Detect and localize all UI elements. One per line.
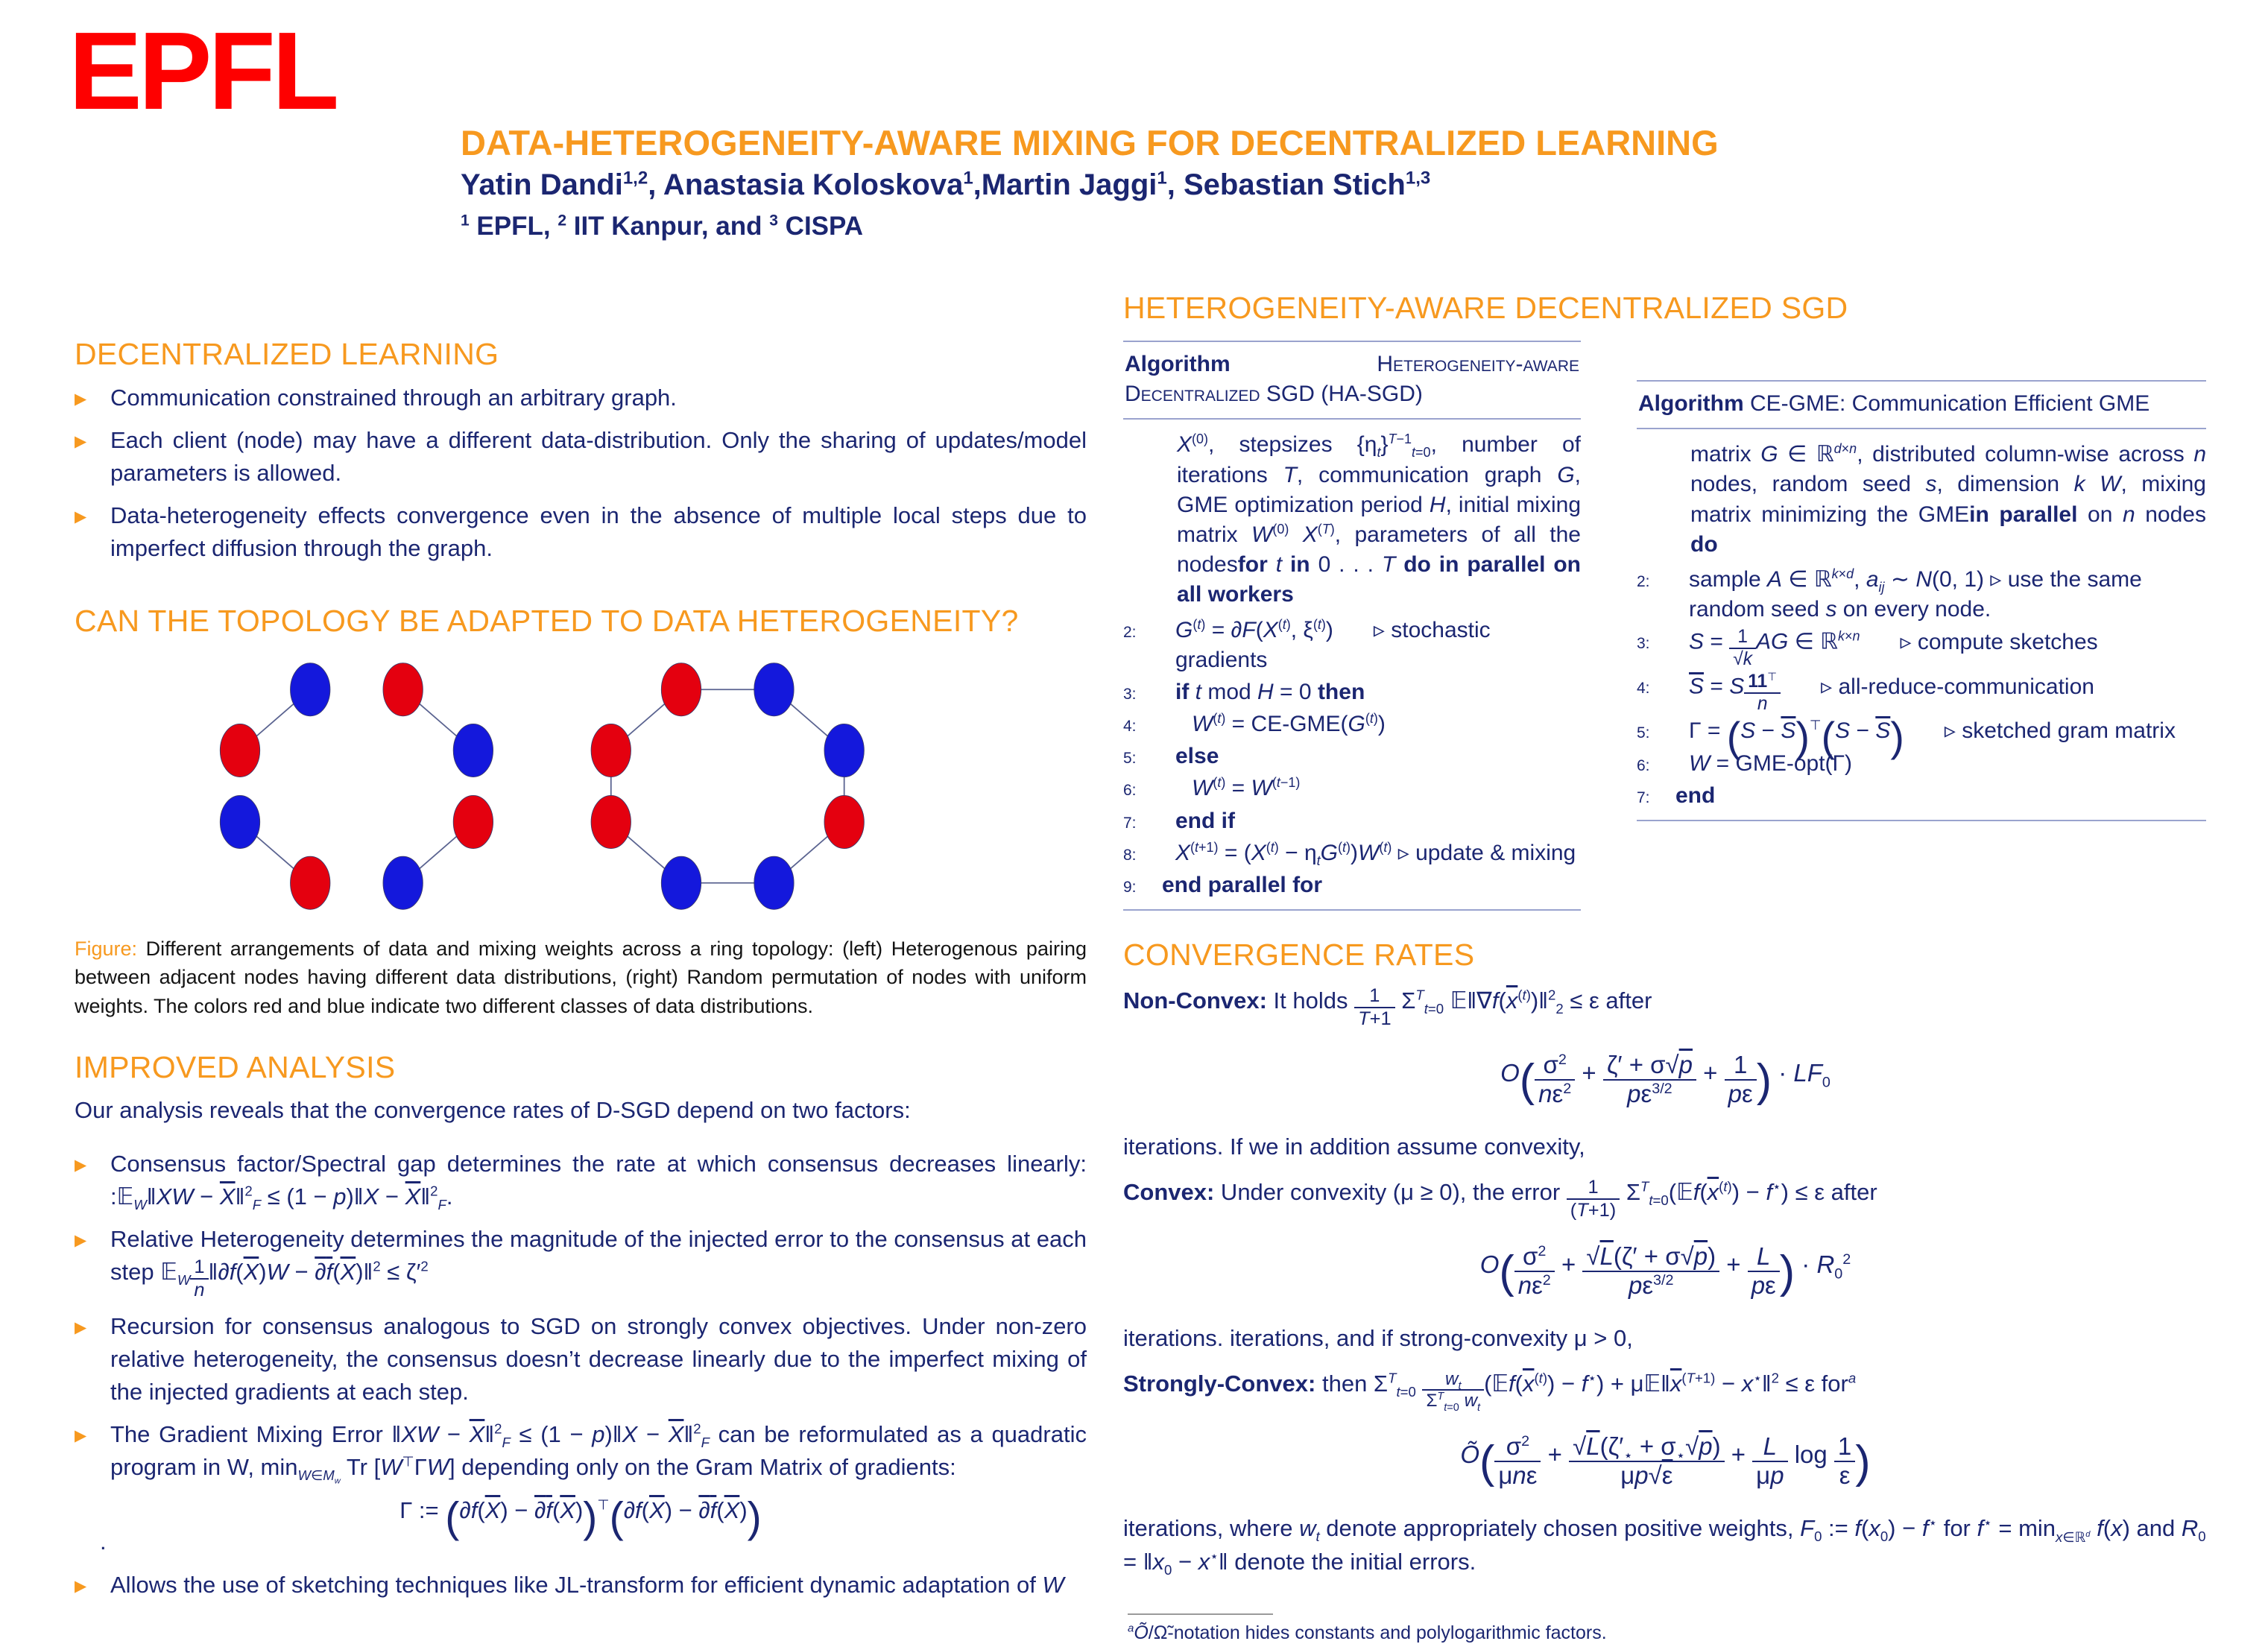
left-column [75,337,1087,1602]
ring-node-red [824,796,864,849]
ce-gme-algorithm-input: matrix G ∈ ℝ$^{d\times n}$, distributed column-wise across n nodes, random seed s, dimension k W, mixing matrix minimizing the GMEin parallel on n nodes do [1690,441,2207,557]
bullet-item [75,1148,1087,1213]
section-title-topology-question: CAN THE TOPOLOGY BE ADAPTED TO DATA HETEROGENEITY? [75,604,1019,639]
line-number: 2: [1123,623,1137,641]
line-number: 2: [1637,572,1650,590]
line-content: $W^{(t)} = CE-GME(G^{(t)})$ [1192,711,1386,737]
bullet-triangle-icon: ▶ [75,1319,87,1337]
bullet-item [75,1310,1087,1409]
ha-sgd-algorithm-header: Algorithm Heterogeneity-aware Decentralized SGD (HA-SGD) [1123,342,1581,420]
ring-node-red [591,796,631,849]
bullet-item [75,1223,1087,1300]
ha-sgd-algorithm-body [1123,420,1581,911]
bullet-text: Relative Heterogeneity determines the magnitude of the injected error to the consensus at each step 𝔼$_W$ $\frac{1}{n}$ $‖\partial f(\overline{X})W$ − $\partial f(\overline{X})‖^2 \le \zeta'^2$ [110,1226,1087,1300]
bullet-triangle-icon: ▶ [75,433,87,451]
section-title-convergence-rates: CONVERGENCE RATES [1123,938,1475,972]
line-number: 6: [1637,756,1650,774]
bullet-text: Communication constrained through an arbitrary graph. [110,385,677,411]
ce-gme-algorithm-header: Algorithm CE-GME: Communication Efficient GME [1637,382,2206,429]
line-number: 4: [1637,680,1650,698]
ring-node-blue [754,856,794,909]
gamma-display-formula: Γ := $(\partial f(\overline{X}) - \partial f(\overline{X}))^⊤(\partial f(\overline{X}) - \partial f(\overline{X}))$ [399,1493,762,1542]
ring-topology-svg [110,655,990,917]
ce-gme-lines [1637,565,2206,811]
line-number: 5: [1123,750,1137,768]
line-number: 7: [1123,814,1137,832]
ring-node-blue [291,663,330,716]
line-content: $\overline{S} = S$ $\frac{11^⊤}{n}$ ▹ all-reduce-communication [1689,671,2094,714]
bullet-text: Consensus factor/Spectral gap determines the rate at which consensus decreases linearly: :𝔼$_W$‖XW − $\overline{X}‖^2_F \le (1$ − p)‖X − $\overline{X}‖^2_F$. [110,1151,1087,1213]
bullet-text: Allows the use of sketching techniques like JL-transform for efficient dynamic adaptation of W [110,1572,1064,1599]
decentralized-bullet-list [75,382,1087,565]
algorithm-line [1637,781,2206,811]
bullet-triangle-icon: ▶ [75,391,87,408]
line-content: if t mod H = 0 then [1175,679,1365,704]
improved-bullet-list-2 [75,1569,1087,1602]
bullet-triangle-icon: ▶ [75,1232,87,1250]
affiliations-line: $^1$ EPFL, $^2$ IIT Kanpur, and $^3$ CISPA [461,212,864,241]
ha-sgd-lines [1123,616,1581,901]
algorithm-line [1123,709,1581,739]
figure-caption-label: Figure: [75,938,138,961]
ring-node-blue [824,724,864,777]
convex-statement: Convex: Under convexity (μ ≥ 0), the error $\frac{1}{(T+1)}$ $\Sigma^T_{t=0}(𝔼f(\overline{x}^{(t)}) - f^⋆) \le \varepsilon$ after [1123,1177,1877,1221]
ha-sgd-algorithm-box [1123,341,1581,911]
line-content: sample A ∈ ℝ$^{k\times d}$, $a_{ij}$ ∼ N(0, 1) ▹ use the same random seed s on every node. [1689,566,2142,622]
figure-caption [75,935,1087,1020]
bullet-item [75,1569,1087,1602]
epfl-logo: EPFL [69,10,336,133]
section-title-ha-sgd: HETEROGENEITY-AWARE DECENTRALIZED SGD [1123,291,1848,325]
convex-rate-formula: O( $\frac{\sigma^2}{n\varepsilon^2}$ + $\frac{√L(\zeta' + \sigma√p)}{p\varepsilon^{3/2}}$ + $\frac{L}{p\varepsilon}$ ) · $R_0^2$ [1479,1242,1851,1299]
ring-node-blue [661,856,701,909]
ring-node-red [661,663,701,716]
line-number: 4: [1123,718,1137,736]
bullet-item [75,382,1087,414]
algorithm-line [1637,714,2206,761]
convergence-section [1123,938,2208,1644]
line-content: end if [1175,808,1235,833]
ring-node-red [591,724,631,777]
ha-sgd-algorithm-input: $X^{(0)}$, stepsizes $\{\eta_t\}^{T-1}_{t=0}$, number of iterations T, communication graph G, GME optimization period H, initial mixing matrix $W^{(0)}$ $X^{(T)}$, parameters of all the nodesfor t in 0 . . . T do in parallel on all workers [1177,431,1582,607]
bullet-item [75,499,1087,565]
line-content: $X^{(t+1)} = (X^{(t)} - \eta_tG^{(t)})W^{(t)}$ ▹ update & mixing [1175,839,1576,868]
right-column [1637,380,2206,821]
line-number: 8: [1123,846,1137,864]
line-content: $W^{(t)} = W^{(t-1)}$ [1192,775,1301,801]
ring-node-blue [220,796,259,849]
ring-node-blue [754,663,794,716]
line-content: end [1675,783,1716,808]
footnote-rule [1128,1613,1273,1615]
line-number: 3: [1123,685,1137,703]
line-content: $\Gamma = (S - \overline{S})^⊤(S - \overline{S})$ ▹ sketched gram matrix [1689,714,2176,761]
bullet-text: Data-heterogeneity effects convergence even in the absence of multiple local steps due to imperfect diffusion through the graph. [110,502,1087,562]
bullet-item [75,1418,1087,1487]
bullet-text: Recursion for consensus analogous to SGD on strongly convex objectives. Under non-zero relative heterogeneity, the consensus doesn’t decrease linearly due to the imperfect mixing of the injected gradients at each step. [110,1313,1087,1406]
line-number: 3: [1637,635,1650,653]
bullet-text: Each client (node) may have a different data-distribution. Only the sharing of updates/model parameters is allowed. [110,427,1087,487]
algorithm-line [1123,806,1581,836]
section-title-decentralized-learning: DECENTRALIZED LEARNING [75,337,499,371]
line-number: 6: [1123,782,1137,800]
line-content: $G^{(t)} = \partial F(X^{(t)}$, $\xi^{(t)}$) ▹ stochastic gradients [1175,616,1491,672]
algorithm-line [1123,838,1581,868]
algorithm-line [1123,870,1581,900]
footnote: $^a$Õ/Ω̃-notation hides constants and polylogarithmic factors. [1128,1622,1607,1644]
strongly-convex-rate-formula: Õ( $\sigma^2$ μnε + $\frac{√L(\zeta'_⋆ + \sigma_⋆√p)}{\mu p√\varepsilon}$ + $\frac{L}{\mu p}$ log $\frac{1}{\varepsilon}$ ) [1460,1432,1871,1490]
algorithm-line [1123,774,1581,803]
algorithm-line [1123,742,1581,771]
algorithm-line [1123,677,1581,707]
weights-definition: iterations, where $w_t$ denote appropriately chosen positive weights, $F_0$ := $f(x_0) - f^⋆$ for $f^⋆ = \min_{x\in ℝ^d} f(x)$ and $R_0$ = $‖x_0$ − x⋆‖ denote the initial errors. [1123,1515,2206,1578]
ce-gme-algorithm-body [1637,429,2206,821]
ring-node-red [383,663,423,716]
strongly-convex-statement: Strongly-Convex: then $\Sigma^T_{t=0}$ $w_t$ $\Sigma^T_{t=0}$ $w_t$ $(𝔼f(\overline{x}^{(t)}) - f^⋆)$ + $\mu 𝔼‖\overline{x}^{(T+1)}$ − x⋆‖$^2$ ≤ ε for$^a$ [1123,1369,1857,1414]
bullet-triangle-icon: ▶ [75,1427,87,1445]
topology-figure [110,655,1087,921]
ring-node-red [220,724,259,777]
bullet-triangle-icon: ▶ [75,1578,87,1596]
algorithm-line [1637,565,2206,625]
improved-bullet-list [75,1148,1087,1487]
section-title-improved-analysis: IMPROVED ANALYSIS [75,1050,396,1085]
ring-node-blue [383,856,423,909]
ring-node-blue [453,724,493,777]
line-content: W = GME-opt(Γ) [1689,750,1853,776]
stray-period: . [100,1528,107,1555]
authors-line: Yatin Dandi$^{1,2}$, Anastasia Koloskova$^1$,Martin Jaggi$^1$, Sebastian Stich$^{1,3}$ [461,168,1431,201]
iterations-note-1: iterations. If we in addition assume convexity, [1123,1133,1585,1160]
ring-node-red [291,856,330,909]
improved-analysis-intro: Our analysis reveals that the convergence rates of D-SGD depend on two factors: [75,1097,911,1124]
line-content: else [1175,744,1219,769]
poster-title: DATA-HETEROGENEITY-AWARE MIXING FOR DECENTRALIZED LEARNING [461,123,1719,162]
algorithm-line [1637,671,2206,714]
ring-node-red [453,796,493,849]
algorithm-line [1637,749,2206,779]
figure-caption-text: Different arrangements of data and mixing weights across a ring topology: (left) Heterogenous pairing between adjacent nodes having different data distributions, (right) Random permutation of nodes with uniform weights. The colors red and blue indicate two different classes of data distributions. [75,938,1087,1017]
line-content: S = $\frac{1}{√k}$ AG ∈ ℝ$^{k\times n}$ ▹ compute sketches [1689,627,2098,669]
nonconvex-rate-formula: O( $\frac{\sigma^2}{n\varepsilon^2}$ + $\frac{\zeta' + \sigma√p}{p\varepsilon^{3/2}}$ + $\frac{1}{p\varepsilon}$ ) · $LF_0$ [1500,1051,1830,1108]
line-number: 9: [1123,879,1137,896]
bullet-text: The Gradient Mixing Error ‖XW − $\overline{X}‖^2_F \le (1$ − p)‖X − $\overline{X}‖^2_F$ can be reformulated as a quadratic program in W, $\min_{W\in M_w} Tr$ [W⊤ΓW] depending only on the Gram Matrix of gradients: [110,1420,1087,1487]
algorithm-line [1123,616,1581,675]
algorithm-line [1637,627,2206,669]
line-content: end parallel for [1162,873,1323,897]
nonconvex-statement: Non-Convex: It holds $\frac{1}{T+1}$ $\Sigma^T_{t=0}$ $𝔼‖\nabla f(\overline{x}^{(t)})‖^2_2 \le \varepsilon$ after [1123,985,1652,1029]
iterations-note-2: iterations. iterations, and if strong-convexity μ > 0, [1123,1324,1633,1351]
ce-gme-algorithm-box [1637,380,2206,821]
line-number: 7: [1637,788,1650,806]
bullet-triangle-icon: ▶ [75,508,87,526]
bullet-item [75,424,1087,490]
line-number: 5: [1637,724,1650,742]
bullet-triangle-icon: ▶ [75,1157,87,1174]
